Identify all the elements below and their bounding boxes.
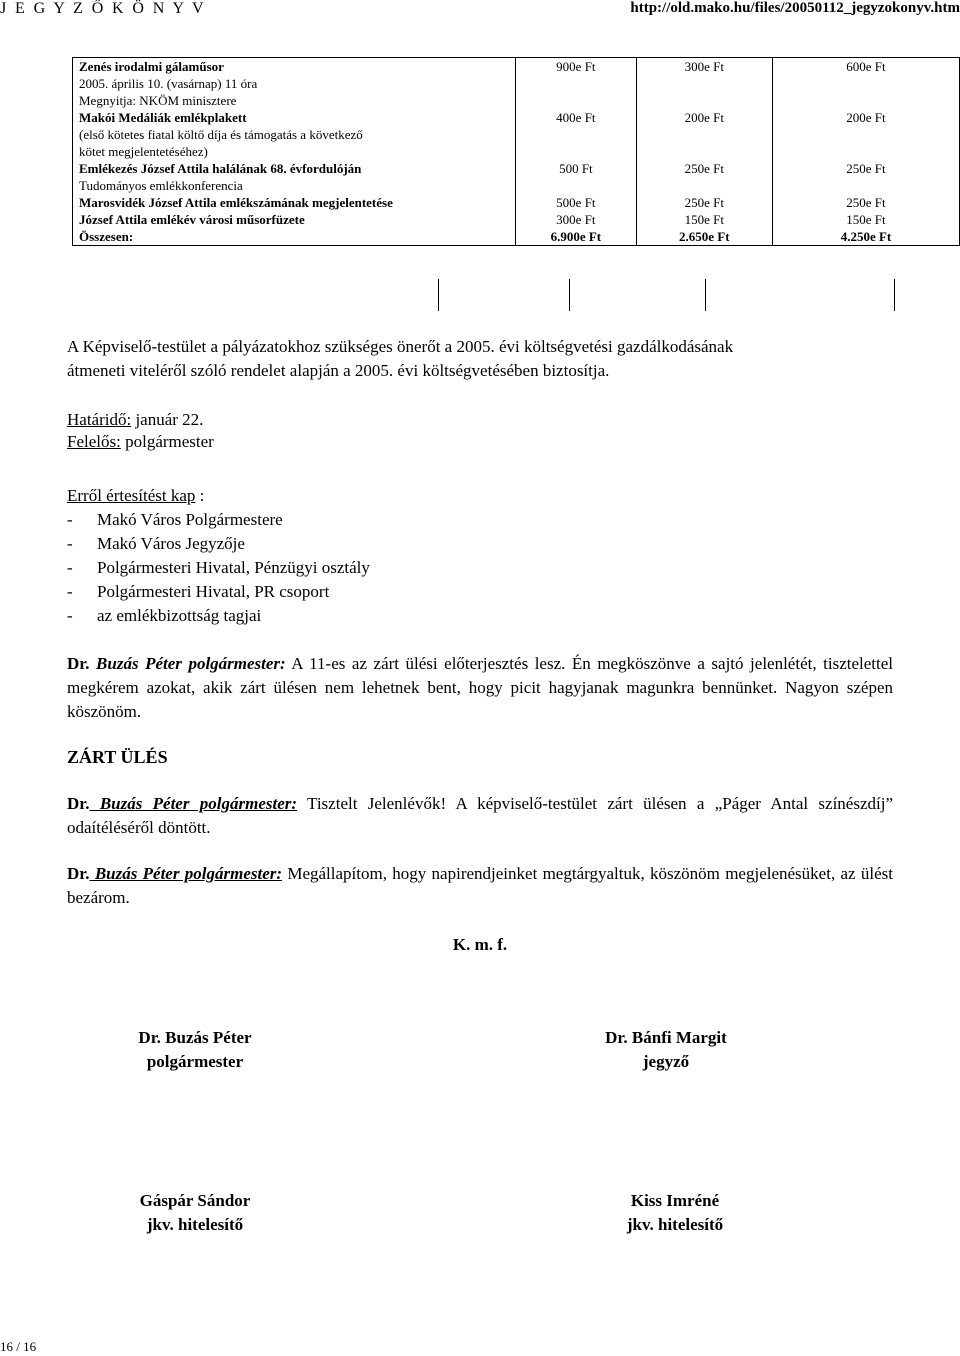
speaker-title: Dr. (67, 864, 90, 883)
budget-table (72, 57, 960, 246)
signer-name: Dr. Buzás Péter (138, 1028, 252, 1047)
signer-name: Dr. Bánfi Margit (605, 1028, 727, 1047)
resolution-line: A Képviselő-testület a pályázatokhoz szükséges önerőt a 2005. évi költségvetési gazdálkodásának (67, 337, 734, 356)
speaker-title: Dr. (67, 654, 90, 673)
signer-title: jkv. hitelesítő (146, 1215, 244, 1234)
table-row (73, 194, 960, 211)
row-detail: 2005. április 10. (vasárnap) 11 óra (79, 76, 258, 91)
cell-own: 600e Ft (772, 58, 959, 110)
cell-own: 200e Ft (772, 109, 959, 160)
speech-text: Tisztelt Jelenlévők! A képviselő-testület zárt ülésen a „Páger Antal színészdíj” odaítéléséről döntött. (67, 794, 893, 837)
cell-grant: 150e Ft (636, 211, 772, 228)
deadline-value: január 22. (131, 410, 204, 429)
row-detail: (első kötetes fiatal költő díja és támogatás a következő (79, 127, 363, 142)
cell-total: 500 Ft (516, 160, 636, 194)
cell-total: 400e Ft (516, 109, 636, 160)
signature-authenticator-1 (95, 1189, 295, 1237)
cell-grant: 300e Ft (636, 58, 772, 110)
total-grant: 2.650e Ft (636, 228, 772, 246)
section-heading: ZÁRT ÜLÉS (67, 747, 168, 767)
table-row (73, 211, 960, 228)
table-divider (705, 279, 706, 311)
list-item: - Polgármesteri Hivatal, Pénzügyi osztály (67, 558, 370, 577)
row-title: József Attila emlékév városi műsorfüzete (73, 211, 516, 228)
table-divider (894, 279, 895, 311)
notify-colon: : (195, 486, 205, 505)
deadline-label: Határidő: (67, 410, 132, 429)
speech-paragraph (67, 792, 893, 840)
signer-name: Gáspár Sándor (139, 1191, 251, 1210)
signer-name: Kiss Imréné (630, 1191, 720, 1210)
table-row (73, 160, 960, 194)
responsible-label: Felelős: (67, 432, 121, 451)
row-detail: kötet megjelentetéséhez) (79, 144, 208, 159)
total-own: 4.250e Ft (772, 228, 959, 246)
table-row (73, 58, 960, 110)
speaker-title: Dr. (67, 794, 90, 813)
row-title: Marosvidék József Attila emlékszámának megjelentetése (73, 194, 516, 211)
list-item-text: Makó Város Polgármestere (97, 510, 283, 529)
row-detail: Megnyitja: NKÖM minisztere (79, 93, 237, 108)
speaker-name: Buzás Péter polgármester: (89, 654, 286, 673)
total-label: Összesen: (73, 228, 516, 246)
speaker-name: Buzás Péter polgármester: (89, 794, 298, 813)
cell-total: 300e Ft (516, 211, 636, 228)
cell-own: 250e Ft (772, 160, 959, 194)
row-title: Emlékezés József Attila halálának 68. évfordulóján (79, 161, 362, 176)
row-title: Zenés irodalmi gálaműsor (79, 59, 224, 74)
speech-paragraph (67, 862, 893, 910)
table-row (73, 109, 960, 160)
signer-title: jegyző (642, 1052, 690, 1071)
speech-text: A 11-es az zárt ülési előterjesztés lesz. Én megköszönve a sajtó jelenlétét, tisztelettel megkérem azokat, akik zárt ülésen nem lehetnek bent, hogy picit hagyjanak magunkra bennünket. Nagyon szépen köszönöm. (67, 654, 893, 721)
page-number: 16 / 16 (0, 1339, 37, 1354)
table-divider (438, 279, 439, 311)
signature-mayor (95, 1026, 295, 1074)
signature-authenticator-2 (575, 1189, 775, 1237)
signer-title: polgármester (146, 1052, 244, 1071)
speaker-name: Buzás Péter polgármester: (89, 864, 283, 883)
cell-grant: 250e Ft (636, 194, 772, 211)
speech-paragraph (67, 652, 893, 724)
list-item-text: Polgármesteri Hivatal, Pénzügyi osztály (97, 558, 370, 577)
cell-grant: 250e Ft (636, 160, 772, 194)
table-divider (569, 279, 570, 311)
signature-notary (566, 1026, 766, 1074)
responsible (67, 430, 214, 454)
cell-total: 900e Ft (516, 58, 636, 110)
kmf-note: K. m. f. (452, 935, 508, 954)
document-url: http://old.mako.hu/files/20050112_jegyzokonyv.htm (630, 0, 960, 16)
resolution-text (67, 335, 893, 383)
list-item: - Makó Város Polgármestere (67, 510, 283, 529)
speech-text: Megállapítom, hogy napirendjeinket megtárgyaltuk, köszönöm megjelenésüket, az ülést bezárom. (67, 864, 893, 907)
list-item: - az emlékbizottság tagjai (67, 606, 262, 625)
notify-heading (67, 484, 204, 508)
list-item-text: az emlékbizottság tagjai (97, 606, 262, 625)
resolution-line: átmeneti viteléről szóló rendelet alapján a 2005. évi költségvetésében biztosítja. (67, 361, 610, 380)
list-item: - Polgármesteri Hivatal, PR csoport (67, 582, 330, 601)
list-item: - Makó Város Jegyzője (67, 534, 245, 553)
notify-label: Erről értesítést kap (67, 486, 196, 505)
cell-own: 250e Ft (772, 194, 959, 211)
deadline (67, 408, 203, 432)
total-sum: 6.900e Ft (516, 228, 636, 246)
responsible-value: polgármester (120, 432, 214, 451)
cell-grant: 200e Ft (636, 109, 772, 160)
cell-own: 150e Ft (772, 211, 959, 228)
document-title: J E G Y Z Ő K Ö N Y V (0, 0, 206, 17)
list-item-text: Makó Város Jegyzője (97, 534, 245, 553)
list-item-text: Polgármesteri Hivatal, PR csoport (97, 582, 330, 601)
row-detail: Tudományos emlékkonferencia (79, 178, 243, 193)
cell-total: 500e Ft (516, 194, 636, 211)
row-title: Makói Medáliák emlékplakett (79, 110, 247, 125)
signer-title: jkv. hitelesítő (626, 1215, 724, 1234)
table-total-row (73, 228, 960, 246)
